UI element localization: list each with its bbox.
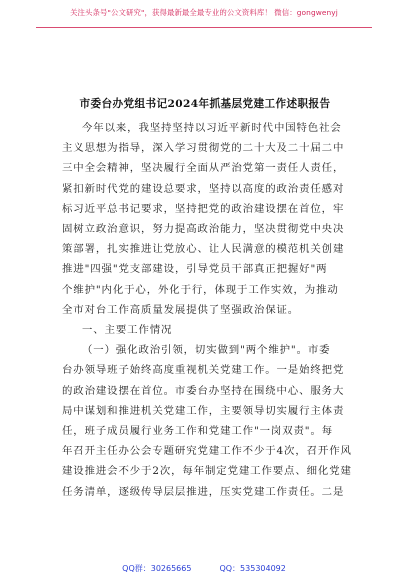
qq-number: QQ：535304092 — [219, 563, 286, 573]
paragraph-line: 任，班子成员履行业务工作和党建工作"一岗双责"。每 — [62, 425, 334, 437]
qq-group-number: QQ群：30265665 — [122, 563, 192, 573]
paragraph-line: 固树立政治意识，努力提高政治能力，坚决贯彻党中央决 — [62, 223, 345, 235]
paragraph-line: 主义思想为指导，深入学习贯彻党的二十大及二十届二中 — [62, 142, 345, 155]
section-heading: 一、主要工作情况 — [82, 324, 173, 336]
paragraph-line: 紧扣新时代党的建设总要求，坚持以高度的政治责任感对 — [62, 182, 345, 195]
paragraph-line: 标习近平总书记要求，坚持把党的政治建设摆在首位，牢 — [62, 202, 345, 215]
paragraph-line: 的政治建设摆在首位。市委台办坚持在围绕中心、服务大 — [62, 384, 345, 397]
paragraph-line: 策部署，扎实推进让党放心、让人民满意的模范机关创建 — [62, 243, 345, 256]
promo-banner-text: 关注头条号"公文研究"，获得最新最全最专业的公文资料库！ 微信：gongwenyj — [70, 7, 338, 17]
subsection-heading-line: （一）强化政治引领，切实做到"两个维护"。市委 — [82, 344, 331, 357]
paragraph-line: 局中谋划和推进机关党建工作，主要领导切实履行主体责 — [62, 404, 345, 417]
paragraph-line: 任务清单，逐级传导层层推进，压实党建工作责任。二是 — [62, 485, 345, 498]
paragraph-line: 台办领导班子始终高度重视机关党建工作。一是始终把党 — [62, 364, 345, 377]
header-divider — [36, 27, 372, 28]
paragraph-line: 今年以来，我坚持坚持以习近平新时代中国特色社会 — [82, 122, 342, 134]
paragraph-line: 推进"四强"党支部建设，引导党员干部真正把握好"两 — [62, 263, 328, 276]
paragraph-line: 三中全会精神，坚决履行全面从严治党第一责任人责任， — [62, 162, 345, 175]
paragraph-line: 建设推进会不少于2次，每年制定党建工作要点、细化党建 — [62, 465, 352, 478]
document-title: 市委台办党组书记2024年抓基层党建工作述职报告 — [79, 98, 331, 110]
promo-banner — [0, 0, 408, 24]
paragraph-line: 全市对台工作高质量发展提供了坚强政治保证。 — [62, 303, 300, 316]
paragraph-line: 个维护"内化于心，外化于行，体现于工作实效，为推动 — [62, 283, 339, 296]
contact-footer — [0, 560, 408, 576]
paragraph-line: 年召开主任办公会专题研究党建工作不少于4次，召开作风 — [62, 445, 352, 458]
